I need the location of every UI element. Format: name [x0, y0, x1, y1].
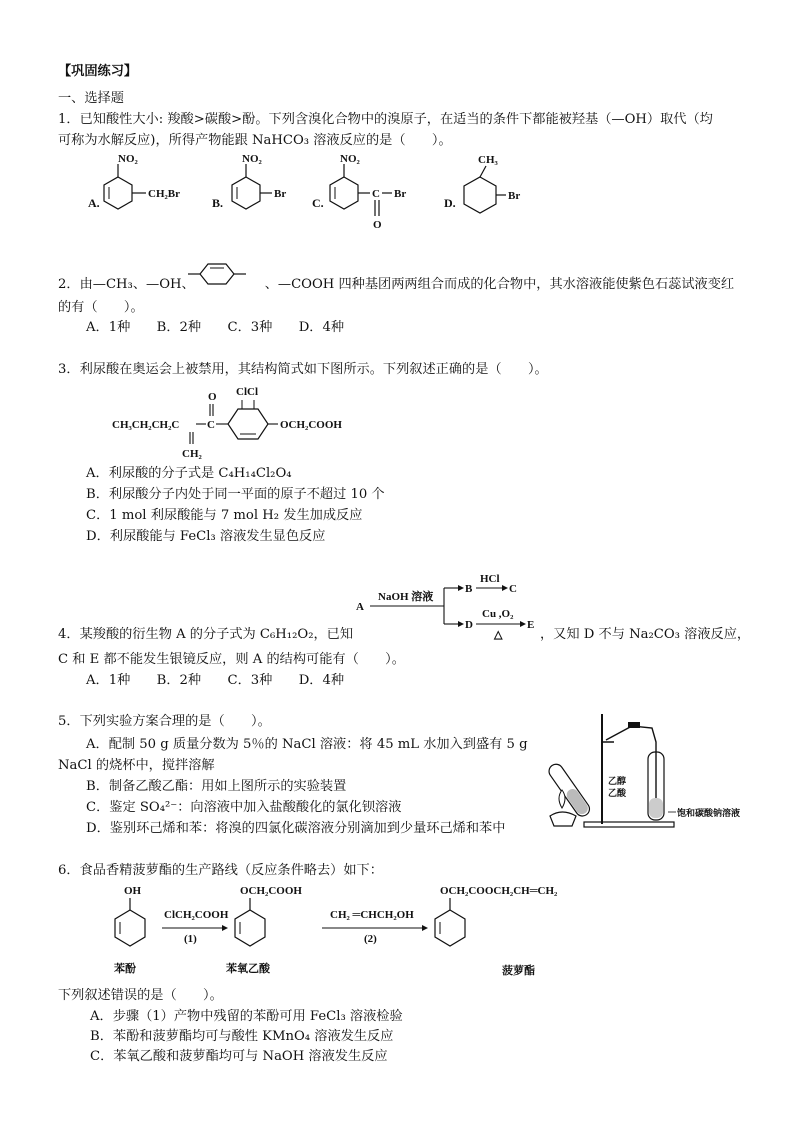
- q1a-ch2br: CH₂Br: [148, 188, 181, 200]
- q1-option-c-label: C.: [312, 196, 324, 210]
- q6-option-a: A．步骤（1）产物中残留的苯酚可用 FeCl₃ 溶液检验: [90, 1009, 403, 1024]
- q4-reaction-scheme: [354, 572, 544, 642]
- section-type: 一、选择题: [58, 91, 124, 106]
- q3-struct-o: O: [208, 391, 217, 403]
- q1c-c: C: [372, 188, 380, 200]
- q3-option-a: A．利尿酸的分子式是 C₄H₁₄Cl₂O₄: [86, 466, 292, 481]
- q1-option-d-structure: [458, 150, 538, 230]
- q3-struct-ch2: CH₂: [182, 448, 202, 460]
- q6-question: 下列叙述错误的是（ ）。: [58, 988, 223, 1003]
- q4-scheme-c: C: [509, 583, 517, 595]
- q1c-o: O: [373, 219, 382, 231]
- q4-scheme-hcl: HCl: [480, 573, 500, 585]
- q4-scheme-d: D: [465, 619, 473, 631]
- q2-benzene-ring: [188, 262, 252, 286]
- q6-step2: (2): [364, 933, 377, 945]
- q6-step1: (1): [184, 933, 197, 945]
- q5-option-c: C．鉴定 SO₄²⁻：向溶液中加入盐酸酸化的氯化钡溶液: [86, 800, 402, 815]
- q4-scheme-b: B: [465, 583, 473, 595]
- q6-reagent2: CH₂ ═CHCH₂OH: [330, 909, 414, 921]
- q6-stem: 6．食品香精菠萝酯的生产路线（反应条件略去）如下：: [58, 863, 383, 878]
- q6-synthesis-route: [100, 880, 660, 985]
- q5-option-a-line1: A．配制 50 g 质量分数为 5％的 NaCl 溶液：将 45 mL 水加入到盛有 5 g: [86, 737, 528, 752]
- q5-option-b: B．制备乙酸乙酯：用如上图所示的实验装置: [86, 779, 347, 794]
- q6-mid-sub: OCH₂COOH: [240, 885, 302, 897]
- q1c-no2: NO₂: [340, 153, 360, 165]
- q3-stem: 3．利尿酸在奥运会上被禁用，其结构简式如下图所示。下列叙述正确的是（ ）。: [58, 362, 548, 377]
- q2-stem-line1: 2．由—CH₃、—OH、 、—COOH 四种基团两两组合而成的化合物中，其水溶液能使紫色石蕊试液变红: [58, 277, 735, 292]
- apparatus-label-sodium-carbonate: 饱和碳酸钠溶液: [677, 808, 741, 818]
- q3-structure: [112, 382, 382, 462]
- ester-apparatus-diagram: [544, 712, 744, 830]
- q4-scheme-cuo2: Cu ,O₂: [482, 608, 514, 620]
- q1b-no2: NO₂: [242, 153, 262, 165]
- q4-scheme-naoh: NaOH 溶液: [378, 591, 434, 603]
- q3-struct-left: CH₃CH₂CH₂C: [112, 419, 180, 431]
- section-title: 【巩固练习】: [58, 64, 138, 79]
- q6-name-phenoxyacetic: 苯氧乙酸: [226, 963, 270, 975]
- q1d-br: Br: [508, 190, 521, 202]
- q2-options: A．1种 B．2种 C．3种 D．4种: [86, 320, 345, 335]
- q4-stem-line1a: 4．某羧酸的衍生物 A 的分子式为 C₆H₁₂O₂，已知: [58, 627, 354, 642]
- q1d-ch3: CH₃: [478, 154, 498, 166]
- q1a-no2: NO₂: [118, 153, 138, 165]
- q5-option-d: D．鉴别环己烯和苯：将溴的四氯化碳溶液分别滴加到少量环己烯和苯中: [86, 821, 506, 836]
- q4-scheme-e: E: [527, 619, 535, 631]
- q1-stem-line1: 1．已知酸性大小: 羧酸>碳酸>酚。下列含溴化合物中的溴原子，在适当的条件下都能被羟基（—OH）取代（均: [58, 112, 713, 127]
- q3-option-b: B．利尿酸分子内处于同一平面的原子不超过 10 个: [86, 487, 385, 502]
- q4-scheme-a: A: [356, 601, 364, 613]
- q6-final-sub: OCH₂COOCH₂CH═CH₂: [440, 885, 558, 897]
- q6-reagent1: ClCH₂COOH: [164, 909, 229, 921]
- q3-struct-clcl: ClCl: [236, 386, 258, 398]
- q3-option-c: C．1 mol 利尿酸能与 7 mol H₂ 发生加成反应: [86, 508, 363, 523]
- q1-option-c-structure: [326, 150, 436, 235]
- q6-name-phenol: 苯酚: [114, 963, 136, 975]
- q6-name-pineapple-ester: 菠萝酯: [502, 965, 535, 977]
- q1-stem-line2: 可称为水解反应)，所得产物能跟 NaHCO₃ 溶液反应的是（ ）。: [58, 133, 452, 148]
- apparatus-label-acetic-acid: 乙酸: [608, 788, 627, 798]
- q3-struct-right: OCH₂COOH: [280, 419, 342, 431]
- q6-oh: OH: [124, 885, 142, 897]
- q5-stem: 5．下列实验方案合理的是（ ）。: [58, 714, 271, 729]
- q1b-br: Br: [274, 188, 287, 200]
- q4-options: A．1种 B．2种 C．3种 D．4种: [86, 673, 345, 688]
- q4-scheme-delta: △: [494, 629, 503, 641]
- q1-option-b-label: B.: [212, 196, 224, 210]
- q1-option-a-label: A.: [88, 196, 100, 210]
- q1-option-b-structure: [228, 150, 308, 230]
- q4-stem-line2: C 和 E 都不能发生银镜反应，则 A 的结构可能有（ ）。: [58, 652, 405, 667]
- q1-option-a-structure: [100, 150, 200, 230]
- q1c-br: Br: [394, 188, 407, 200]
- q1-option-d-label: D.: [444, 196, 456, 210]
- q6-option-c: C．苯氧乙酸和菠萝酯均可与 NaOH 溶液发生反应: [90, 1049, 388, 1064]
- q3-option-d: D．利尿酸能与 FeCl₃ 溶液发生显色反应: [86, 529, 326, 544]
- q3-struct-c: C: [207, 419, 215, 431]
- q5-option-a-line2: NaCl 的烧杯中，搅拌溶解: [58, 758, 215, 773]
- q2-stem-line2: 的有（ ）。: [58, 300, 144, 315]
- q6-option-b: B．苯酚和菠萝酯均可与酸性 KMnO₄ 溶液发生反应: [90, 1029, 394, 1044]
- apparatus-label-ethanol: 乙醇: [608, 776, 627, 786]
- q4-stem-line1b: ，又知 D 不与 Na₂CO₃ 溶液反应，: [540, 627, 751, 642]
